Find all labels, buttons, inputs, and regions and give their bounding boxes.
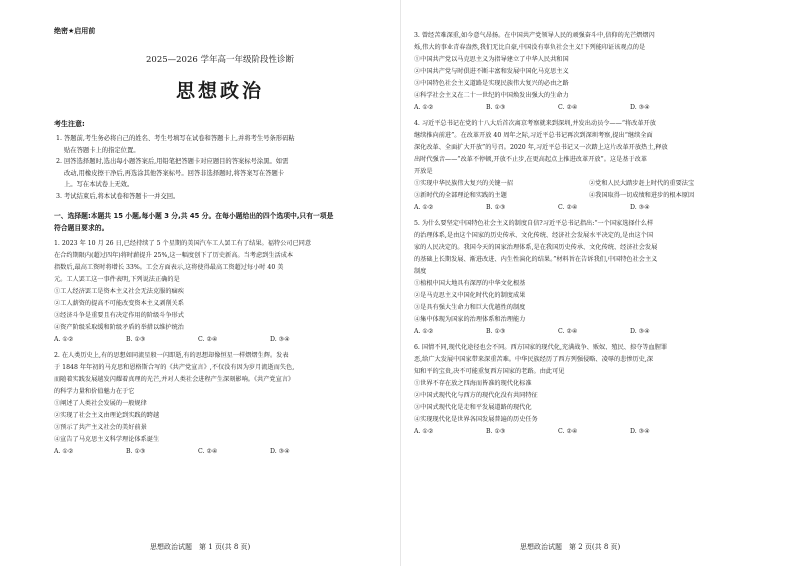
question-line: 于 1848 年年初的马克思和恩格斯合写的《共产党宣言》,不仅没有因为岁月流逝而失色,	[54, 364, 295, 371]
question-line: 元。工人罢工这一事件表明,下列说法正确的是	[54, 276, 180, 283]
question-2	[54, 350, 386, 458]
section-heading	[54, 210, 386, 234]
option-d[interactable]: D. ③④	[630, 204, 650, 211]
answer-options	[414, 202, 780, 214]
notice-line: 改动,用橡皮擦干净后,再选涂其他答案标号。回答非选择题时,将答案写在答题卡	[64, 169, 285, 177]
statement: ③预示了共产主义社会的美好前景	[54, 424, 147, 431]
statement-row	[414, 190, 780, 202]
notice-line: 上。写在本试卷上无效。	[64, 181, 134, 188]
question-line: 5. 为什么要坚定中国特色社会主义的制度自信?习近平总书记指出:“一个国家选择什么样	[414, 220, 654, 227]
question-line: 家的人民决定的。我国今天的国家治理体系,是在我国历史传承、文化传统、经济社会发展	[414, 244, 658, 251]
option-d[interactable]: D. ③④	[630, 428, 650, 435]
option-c[interactable]: C. ②④	[198, 336, 218, 343]
notice-line: 1. 答题前,考生务必将自己的姓名、考生号填写在试卷和答题卡上,并将考生号条形码粘	[56, 135, 295, 142]
statement: ④实现现代化是世界各国发展普遍的历史任务	[414, 416, 538, 423]
statement: ④宣告了马克思主义科学理论体系诞生	[54, 436, 160, 443]
option-d[interactable]: D. ③④	[630, 104, 650, 111]
section-heading-line: 符合题目要求的。	[54, 224, 109, 232]
statement: ①中国共产党以马克思主义为指导建立了中华人民共和国	[414, 56, 569, 63]
question-1	[54, 238, 386, 346]
question-line: 4. 习近平总书记在党的十八大后首次离京考察就来到深圳,并发出动员令——“将改革开放	[414, 120, 656, 127]
statement: ②中国式现代化与西方的现代化没有共同特征	[414, 392, 538, 399]
option-c[interactable]: C. ②④	[558, 428, 578, 435]
statement: ④集中体现为国家的治理体系和治理能力	[414, 316, 526, 323]
page-footer: 思想政治试题 第 1 页(共 8 页)	[150, 543, 251, 551]
answer-options	[54, 446, 386, 458]
option-c[interactable]: C. ②④	[198, 448, 218, 455]
statement: ①工人经济罢工是资本主义社会无法克服的痼疾	[54, 288, 184, 295]
question-6	[414, 342, 780, 438]
option-a[interactable]: A. ①②	[54, 448, 74, 455]
notice-line: 3. 考试结束后,将本试卷和答题卡一并交回。	[56, 192, 180, 200]
option-b[interactable]: B. ①③	[126, 336, 146, 343]
option-b[interactable]: B. ①③	[486, 104, 506, 111]
statement: ④我国取得一切成绩和进步的根本原因	[589, 192, 695, 199]
question-line: 而随着实践发展越发闪耀着真理的光芒,并对人类社会进程产生深刻影响。《共产党宣言》	[54, 376, 295, 383]
statement-row	[414, 178, 780, 190]
option-c[interactable]: C. ②④	[558, 204, 578, 211]
question-line: 恶,给广大发展中国家带来深重苦难。中华民族经历了西方列强侵略、凌辱的悲惨历史,深	[414, 356, 654, 363]
option-b[interactable]: B. ①③	[126, 448, 146, 455]
question-line: 的科学力量和价值魅力在于它	[54, 388, 135, 395]
notice-line: 贴在答题卡上的指定位置。	[64, 146, 140, 154]
statement: ③新时代的全部理论和实践的主题	[414, 192, 507, 199]
option-c[interactable]: C. ②④	[558, 104, 578, 111]
question-line: 的基础上长期发展、渐进改进、内生性演化的结果。”材料旨在告诉我们,中国特色社会主义	[414, 256, 658, 263]
question-line: 开放是	[414, 168, 433, 175]
exam-page-2	[400, 0, 800, 566]
question-line: 6. 国情不同,现代化途径也会不同。西方国家的现代化,充满战争、贩奴、殖民、掠夺等血腥罪	[414, 344, 668, 351]
question-line: 2. 在人类历史上,有的思想如同流星般一闪即逝,有的思想却像恒星一样熠熠生辉。发表	[54, 352, 289, 359]
statement: ②中国共产党与时俱进不断丰富和发展中国化马克思主义	[414, 68, 569, 75]
question-line: 深化改革、全面扩大开放”的号召。2020 年,习近平总书记又一次踏上这片改革开放热土,释放	[414, 144, 668, 151]
answer-options	[54, 334, 386, 346]
option-b[interactable]: B. ①③	[486, 428, 506, 435]
option-d[interactable]: D. ③④	[270, 336, 290, 343]
option-b[interactable]: B. ①③	[486, 328, 506, 335]
question-4	[414, 118, 780, 214]
statement: ③中国式现代化是走和平发展道路的现代化	[414, 404, 532, 411]
statement: ②工人薪资的提高不可能改变资本主义剥削关系	[54, 300, 184, 307]
statement: ②实现了社会主义由理论到实践的跨越	[54, 412, 160, 419]
statement: ③经济斗争是重要且有决定作用的阶级斗争形式	[54, 312, 184, 319]
option-a[interactable]: A. ①②	[54, 336, 74, 343]
question-line: 出时代强音——“改革不停顿,开放不止步,在更高起点上推进改革开放”。这是基于改革	[414, 156, 648, 163]
question-line: 制度	[414, 268, 427, 275]
statement: ③中国特色社会主义道路是实现民族伟大复兴的必由之路	[414, 80, 569, 87]
option-a[interactable]: A. ①②	[414, 428, 434, 435]
statement: ②党和人民大踏步赶上时代的重要法宝	[589, 180, 695, 187]
option-a[interactable]: A. ①②	[414, 204, 434, 211]
question-line: 在合约期限内(超过四年)将时薪提升 25%,这一幅度创下了历史新高。当考虑到生活成本	[54, 252, 294, 259]
question-line: 知和平的宝贵,决不可能重复西方国家的老路。由此可见	[414, 368, 565, 375]
question-5	[414, 218, 780, 338]
statement: ①植根中国大地具有深厚的中华文化根基	[414, 280, 526, 287]
statement: ③是具有强大生命力和巨大优越性的制度	[414, 304, 526, 311]
option-d[interactable]: D. ③④	[630, 328, 650, 335]
answer-options	[414, 102, 780, 114]
notice-heading: 考生注意:	[54, 120, 85, 128]
option-c[interactable]: C. ②④	[558, 328, 578, 335]
statement: ②是马克思主义中国化时代化的制度成果	[414, 292, 526, 299]
question-line: 烁,伟大的事业青春盎然,我们无比自豪,中国没有辜负社会主义!下列能印证该观点的是	[414, 44, 646, 51]
answer-options	[414, 326, 780, 338]
option-b[interactable]: B. ①③	[486, 204, 506, 211]
statement: ④科学社会主义在二十一世纪的中国焕发出强大的生命力	[414, 92, 569, 99]
question-line: 指数后,最高工资时将增长 33%。工会方面表示,这将使得最高工资超过每小时 40 美	[54, 264, 284, 271]
question-line: 3. 曾经苦难深重,如今意气昂扬。在中国共产党领导人民的顽强奋斗中,信仰的光芒熠熠闪	[414, 32, 655, 39]
question-3	[414, 30, 780, 114]
statement: ④资产阶级采取缓和阶级矛盾的举措以维护统治	[54, 324, 184, 331]
page-footer: 思想政治试题 第 2 页(共 8 页)	[520, 543, 621, 551]
option-a[interactable]: A. ①②	[414, 104, 434, 111]
option-a[interactable]: A. ①②	[414, 328, 434, 335]
notice-line: 2. 回答选择题时,选出每小题答案后,用铅笔把答题卡对应题目的答案标号涂黑。如需	[56, 158, 289, 165]
question-line: 继续推向前进”。在改革开放 40 周年之际,习近平总书记再次到深圳考察,提出“继续全面	[414, 132, 653, 139]
question-line: 1. 2023 年 10 月 26 日,已经持续了 5 个星期的美国汽车工人罢工有了结果。福特公司已同意	[54, 240, 312, 247]
section-heading-line: 一、选择题:本题共 15 小题,每小题 3 分,共 45 分。在每小题给出的四个选项中,只有一项是	[54, 212, 334, 220]
statement: ①世界不存在放之四海而皆准的现代化标准	[414, 380, 532, 387]
option-d[interactable]: D. ③④	[270, 448, 290, 455]
statement: ①阐述了人类社会发展的一般规律	[54, 400, 147, 407]
statement: ①实现中华民族伟大复兴的关键一招	[414, 180, 513, 187]
question-line: 的治理体系,是由这个国家的历史传承、文化传统、经济社会发展水平决定的,是由这个国	[414, 232, 654, 239]
subject-title: 思想政治	[175, 80, 264, 102]
notice-list	[54, 133, 386, 202]
exam-title: 2025—2026 学年高一年级阶段性诊断	[146, 55, 294, 65]
secret-mark: 绝密★启用前	[54, 27, 96, 35]
answer-options	[414, 426, 780, 438]
